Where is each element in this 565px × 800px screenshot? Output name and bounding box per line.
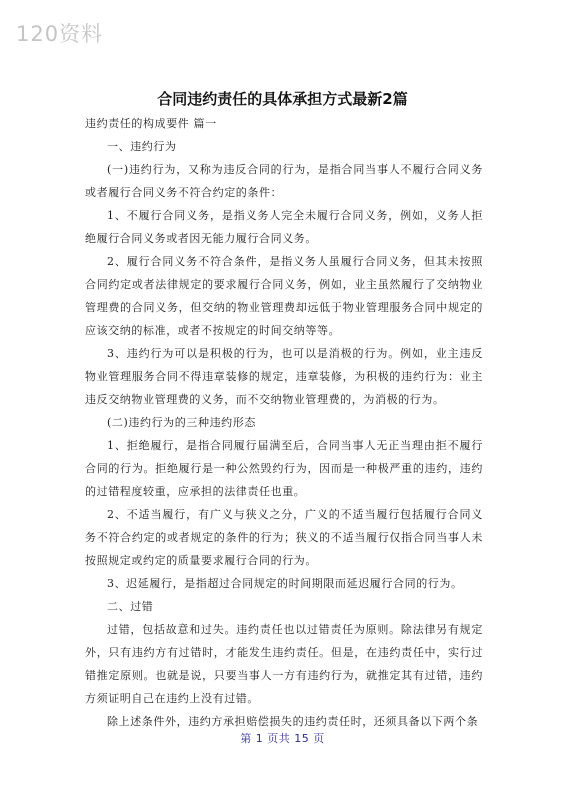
document-title: 合同违约责任的具体承担方式最新2篇 bbox=[157, 90, 408, 108]
paragraph: 2、履行合同义务不符合条件，是指义务人虽履行合同义务，但其未按照合同约定或者法律规定的要求履行合同义务，例如，业主虽然履行了交纳物业管理费的合同义务，但交纳的物业管理费却远低于物业管理服务合同中规定的应该交纳的标准，或者不按规定的时间交纳等等。 bbox=[85, 255, 483, 337]
paragraph: 3、违约行为可以是积极的行为，也可以是消极的行为。例如，业主违反物业管理服务合同不得违章装修的规定，违章装修，为积极的违约行为：业主违反交纳物业管理费的义务，而不交纳物业管理费的，为消极的行为。 bbox=[85, 347, 483, 406]
paragraph: 过错，包括故意和过失。违约责任也以过错责任为原则。除法律另有规定外，只有违约方有过错时，才能发生违约责任。但是，在违约责任中，实行过错推定原则。也就是说，只要当事人一方有违约行为，就推定其有过错，违约方须证明自己在违约上没有过错。 bbox=[85, 623, 483, 705]
paragraph: 1、不履行合同义务，是指义务人完全未履行合同义务，例如，义务人拒绝履行合同义务或者因无能力履行合同义务。 bbox=[85, 209, 483, 245]
section-heading-fault: 二、过错 bbox=[107, 600, 154, 613]
paragraph: 除上述条件外，违约方承担赔偿损失的违约责任时，还须具备以下两个条 bbox=[107, 715, 479, 728]
paragraph: 3、迟延履行，是指超过合同规定的时间期限而延迟履行合同的行为。 bbox=[107, 577, 463, 590]
section-subtitle: 违约责任的构成要件 篇一 bbox=[85, 117, 217, 130]
paragraph: 2、不适当履行，有广义与狭义之分，广义的不适当履行包括履行合同义务不符合约定的或者规定的条件的行为；狭义的不适当履行仅指合同当事人未按照规定或约定的质量要求履行合同的行为。 bbox=[85, 508, 483, 567]
section-heading-violation: 一、违约行为 bbox=[107, 140, 177, 153]
paragraph: (一)违约行为，又称为违反合同的行为，是指合同当事人不履行合同义务或者履行合同义务不符合约定的条件： bbox=[85, 163, 483, 199]
document-body bbox=[85, 112, 483, 733]
page-footer: 第 1 页共 15 页 bbox=[240, 732, 325, 745]
watermark-logo: 120资料 bbox=[16, 22, 104, 46]
subsection-heading-forms: (二)违约行为的三种违约形态 bbox=[107, 416, 256, 429]
paragraph: 1、拒绝履行，是指合同履行届满至后，合同当事人无正当理由拒不履行合同的行为。拒绝履行是一种公然毁约行为，因而是一种极严重的违约，违约的过错程度较重，应承担的法律责任也重。 bbox=[85, 439, 483, 498]
